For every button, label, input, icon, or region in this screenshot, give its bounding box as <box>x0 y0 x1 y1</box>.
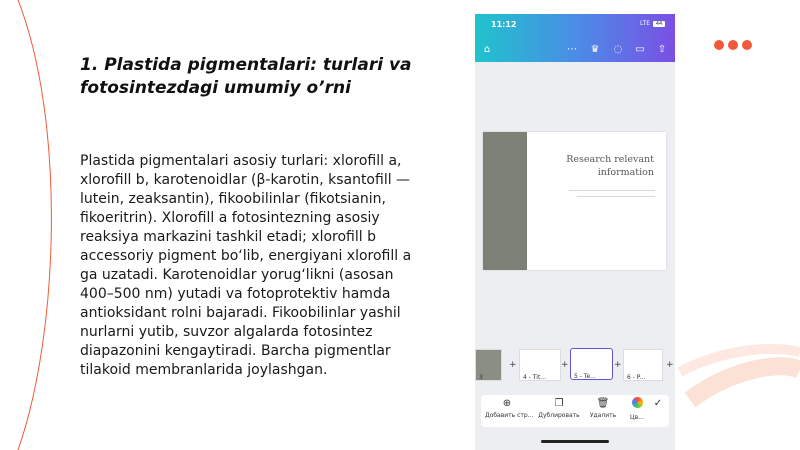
delete-button[interactable] <box>585 397 621 421</box>
crown-icon[interactable]: ♛ <box>590 44 600 55</box>
thumbnail-strip <box>475 346 675 386</box>
check-icon: ✓ <box>653 398 663 409</box>
status-time: 11:12 <box>491 20 517 29</box>
slide-side-band <box>483 132 527 270</box>
color-button[interactable] <box>627 397 647 423</box>
action-label: Цв... <box>630 414 644 421</box>
thumbnail-3[interactable] <box>475 349 502 381</box>
network-label: LTE <box>640 20 650 27</box>
right-arc-band <box>690 366 800 400</box>
share-icon[interactable]: ⇧ <box>657 44 667 55</box>
thumbnail-6[interactable] <box>623 349 663 381</box>
trash-icon: 🗑 <box>596 398 610 409</box>
decorative-dots <box>714 40 752 50</box>
add-between-icon[interactable]: + <box>561 360 569 370</box>
thumbnail-label: 3 <box>479 374 483 381</box>
dot-2 <box>728 40 738 50</box>
action-label: Удалить <box>589 412 617 419</box>
slide-preview-headline: Research relevant information <box>566 154 654 178</box>
slide-text-line <box>569 190 655 191</box>
confirm-button[interactable] <box>651 397 665 411</box>
battery-icon: 44 <box>653 21 665 27</box>
app-top-bar <box>475 14 675 62</box>
slide-body-text: Plastida pigmentalari asosiy turlari: xlorofill a, xlorofill b, karotenoidlar (β-karotin, ksantofill — lutein, zeaksantin), fikoobilinlar (fikotsianin, fikoeritrin). Xlorofill a fotosintezning asosiy reaksiya markazini tashkil etadi; xlorofill b accessoriy pigment bo‘lib, energiyani xlorofill a ga uzatadi. Karotenoidlar yorug‘likni (asosan 400–500 nm) yutadi va fotoprotektiv hamda antioksidant rolni bajaradi. Fikoobilinlar yashil nurlarni yutib, suvzor algalarda fotosintez diapazonini kengaytiradi. Barcha pigmentlar tilakoid membranlarida joylashgan. <box>80 153 412 378</box>
page-action-bar <box>481 395 669 427</box>
slide-title: 1. Plastida pigmentalari: turlari va fotosintezdagi umumiy o’rni <box>80 55 412 98</box>
add-page-button[interactable] <box>485 397 534 421</box>
add-between-icon[interactable]: + <box>666 360 674 370</box>
thumbnail-label: 5 - Te... <box>574 373 596 380</box>
home-icon[interactable]: ⌂ <box>483 44 491 55</box>
comment-icon[interactable]: ◌ <box>613 44 623 55</box>
thumbnail-label: 6 - P... <box>627 374 646 381</box>
action-label: Добавить стр... <box>485 412 534 419</box>
color-icon <box>627 397 647 413</box>
present-icon[interactable]: ▭ <box>635 44 645 55</box>
more-icon[interactable]: ⋯ <box>567 44 577 55</box>
home-indicator <box>541 440 609 443</box>
dot-1 <box>714 40 724 50</box>
add-between-icon[interactable]: + <box>614 360 622 370</box>
status-indicators <box>640 20 665 27</box>
add-between-icon[interactable]: + <box>509 360 517 370</box>
left-arc-line <box>18 0 51 450</box>
slide-text-line <box>577 196 655 197</box>
add-page-icon: ⊕ <box>502 398 512 409</box>
duplicate-icon: ❐ <box>554 398 564 409</box>
phone-screenshot <box>475 14 675 450</box>
action-label: Дублировать <box>538 412 580 419</box>
thumbnail-4[interactable] <box>519 349 561 381</box>
dot-3 <box>742 40 752 50</box>
thumbnail-5[interactable] <box>570 348 613 380</box>
duplicate-button[interactable] <box>537 397 581 421</box>
status-bar <box>475 20 675 34</box>
editor-toolbar <box>475 42 675 58</box>
thumbnail-label: 4 - Tit... <box>523 374 547 381</box>
slide-preview[interactable] <box>483 132 666 270</box>
